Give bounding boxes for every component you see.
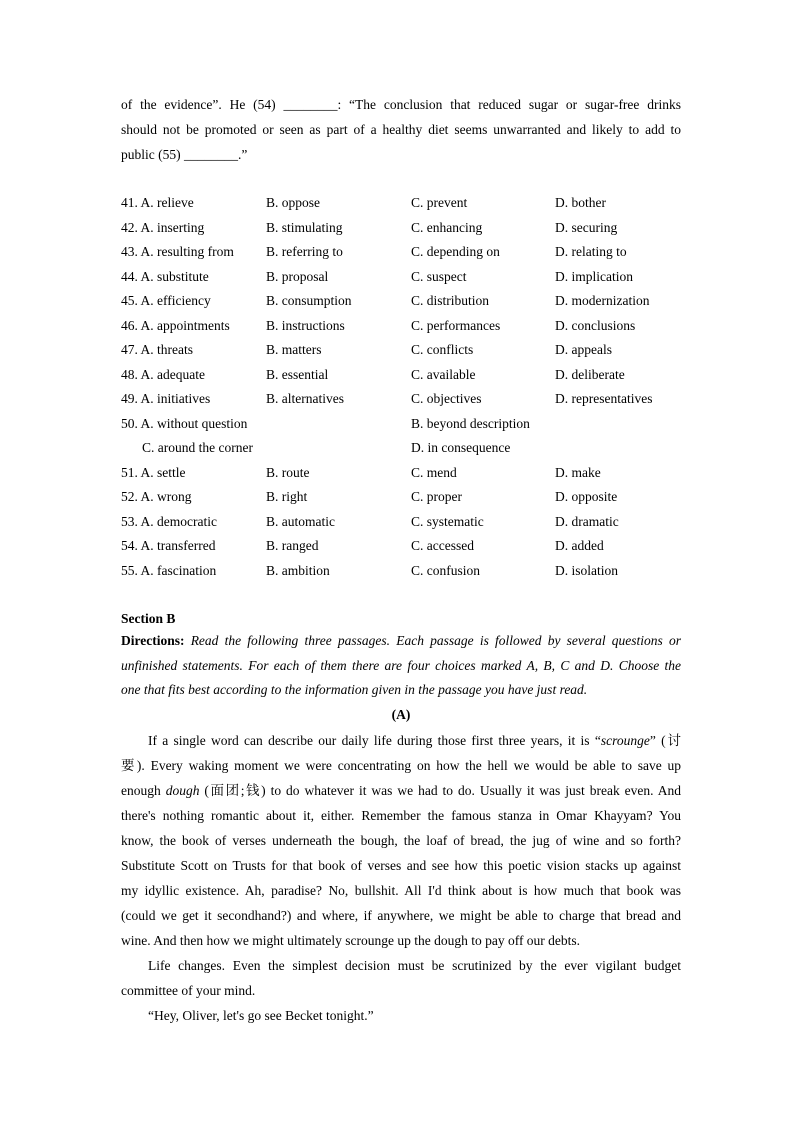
question-52 — [121, 485, 681, 510]
option-a: 45. A. efficiency — [121, 293, 211, 308]
directions-text: one that fits best according to the information given in the passage you have just read. — [121, 682, 588, 697]
text-line: know, the book of verses underneath the bough, the loaf of bread, the jug of wine and so forth? — [121, 833, 681, 848]
text-line: of the evidence”. He (54) ________: “The conclusion that reduced sugar or sugar-free drinks — [121, 97, 681, 112]
question-51 — [121, 461, 681, 486]
text-segment: If a single word can describe our daily life during those first three years, it is “ — [148, 733, 601, 748]
text-segment: enough — [121, 783, 166, 798]
question-41 — [121, 191, 681, 216]
option-d: D. securing — [555, 219, 618, 235]
text-line: committee of your mind. — [121, 983, 256, 998]
answer-options — [121, 191, 681, 583]
option-a: 54. A. transferred — [121, 538, 216, 553]
option-a: 48. A. adequate — [121, 366, 205, 382]
option-a: 41. A. relieve — [121, 195, 194, 210]
question-48 — [121, 363, 681, 388]
option-c: C. objectives — [411, 391, 482, 406]
text-line: (could we get it secondhand?) and where, if anywhere, we might be able to charge that bread and — [121, 908, 681, 923]
cloze-passage-ending — [121, 92, 681, 167]
option-d: D. opposite — [555, 489, 618, 504]
text-line: 要). Every waking moment we were concentrating on how the hell we would be able to save up — [121, 758, 681, 773]
option-d: D. deliberate — [555, 366, 625, 382]
text-line: public (55) ________.” — [121, 147, 248, 162]
option-a: 52. A. wrong — [121, 489, 192, 504]
question-43 — [121, 240, 681, 265]
option-d: D. conclusions — [555, 317, 636, 333]
option-c: C. performances — [411, 317, 501, 333]
option-c: C. available — [411, 366, 476, 382]
option-b: B. stimulating — [266, 219, 343, 235]
option-d: D. dramatic — [555, 513, 619, 529]
option-b: B. matters — [266, 342, 322, 357]
option-c: C. mend — [411, 464, 457, 480]
option-b: B. proposal — [266, 268, 329, 284]
option-c: C. suspect — [411, 268, 467, 284]
option-d: D. added — [555, 538, 604, 553]
question-47 — [121, 338, 681, 363]
directions-line — [121, 678, 681, 703]
text-line — [121, 728, 681, 753]
directions-text: Read the following three passages. Each passage is followed by several questions or — [190, 633, 681, 648]
directions-text: unfinished statements. For each of them there are four choices marked A, B, C and D. Choose the — [121, 657, 681, 673]
option-b: B. right — [266, 489, 308, 504]
option-b: B. consumption — [266, 293, 352, 308]
italic-word: dough — [165, 783, 200, 798]
option-c: C. systematic — [411, 513, 484, 529]
question-53 — [121, 510, 681, 535]
option-d: D. modernization — [555, 293, 650, 308]
text-segment: ” (讨 — [649, 733, 681, 748]
option-d: D. isolation — [555, 562, 618, 578]
option-d: D. implication — [555, 268, 633, 284]
option-b: B. automatic — [266, 513, 335, 529]
passage-label: (A) — [391, 707, 411, 722]
option-d: D. relating to — [555, 244, 627, 259]
text-line: my idyllic existence. Ah, paradise? No, bullshit. All I'd think about is how much that book was — [121, 883, 681, 898]
option-d: D. make — [555, 464, 601, 480]
question-44 — [121, 265, 681, 290]
question-42 — [121, 216, 681, 241]
option-a: 50. A. without question — [121, 415, 248, 431]
question-46 — [121, 314, 681, 339]
option-a: 43. A. resulting from — [121, 244, 234, 259]
question-50-cont — [121, 436, 681, 461]
option-d: D. in consequence — [411, 440, 511, 455]
option-b: B. instructions — [266, 317, 345, 333]
option-b: B. oppose — [266, 195, 320, 210]
directions-label: Directions: — [121, 633, 185, 648]
text-line: “Hey, Oliver, let's go see Becket tonight.” — [148, 1008, 374, 1023]
option-b: B. referring to — [266, 244, 343, 259]
option-c: C. prevent — [411, 195, 468, 210]
question-49 — [121, 387, 681, 412]
option-a: 51. A. settle — [121, 464, 186, 480]
passage-a — [121, 728, 681, 1028]
option-a: 46. A. appointments — [121, 317, 230, 333]
option-d: D. representatives — [555, 391, 653, 406]
option-d: D. appeals — [555, 342, 612, 357]
question-45 — [121, 289, 681, 314]
option-a: 49. A. initiatives — [121, 391, 211, 406]
text-line: there's nothing romantic about it, either. Remember the famous stanza in Omar Khayyam? You — [121, 808, 681, 823]
option-b: B. essential — [266, 366, 329, 382]
option-c: C. accessed — [411, 538, 474, 553]
directions — [121, 629, 681, 703]
text-line: should not be promoted or seen as part of a healthy diet seems unwarranted and likely to add to — [121, 122, 681, 137]
option-a: 42. A. inserting — [121, 219, 205, 235]
text-line: Substitute Scott on Trusts for that book of verses and see how this poetic vision stacks up against — [121, 858, 681, 873]
option-c: C. enhancing — [411, 219, 483, 235]
question-54 — [121, 534, 681, 559]
option-b: B. beyond description — [411, 415, 530, 431]
option-c: C. around the corner — [142, 440, 253, 455]
option-d: D. bother — [555, 195, 606, 210]
text-segment: (面团;钱) to do whatever it was we had to do. Usually it was just break even. And — [199, 783, 681, 798]
text-line — [121, 778, 681, 803]
section-title: Section B — [121, 611, 176, 626]
text-line: wine. And then how we might ultimately scrounge up the dough to pay off our debts. — [121, 933, 581, 948]
option-b: B. route — [266, 464, 310, 480]
option-a: 47. A. threats — [121, 342, 193, 357]
option-c: C. proper — [411, 489, 462, 504]
question-50 — [121, 412, 681, 437]
directions-line — [121, 654, 681, 679]
option-a: 44. A. substitute — [121, 268, 209, 284]
option-c: C. depending on — [411, 244, 500, 259]
directions-line — [121, 629, 681, 654]
option-c: C. conflicts — [411, 342, 474, 357]
option-c: C. confusion — [411, 562, 480, 578]
question-55 — [121, 559, 681, 584]
option-b: B. ambition — [266, 562, 330, 578]
option-b: B. alternatives — [266, 391, 344, 406]
option-a: 55. A. fascination — [121, 562, 217, 578]
option-c: C. distribution — [411, 293, 490, 308]
option-a: 53. A. democratic — [121, 513, 217, 529]
text-line: Life changes. Even the simplest decision must be scrutinized by the ever vigilant budget — [148, 958, 681, 973]
italic-word: scrounge — [600, 733, 650, 748]
option-b: B. ranged — [266, 538, 319, 553]
